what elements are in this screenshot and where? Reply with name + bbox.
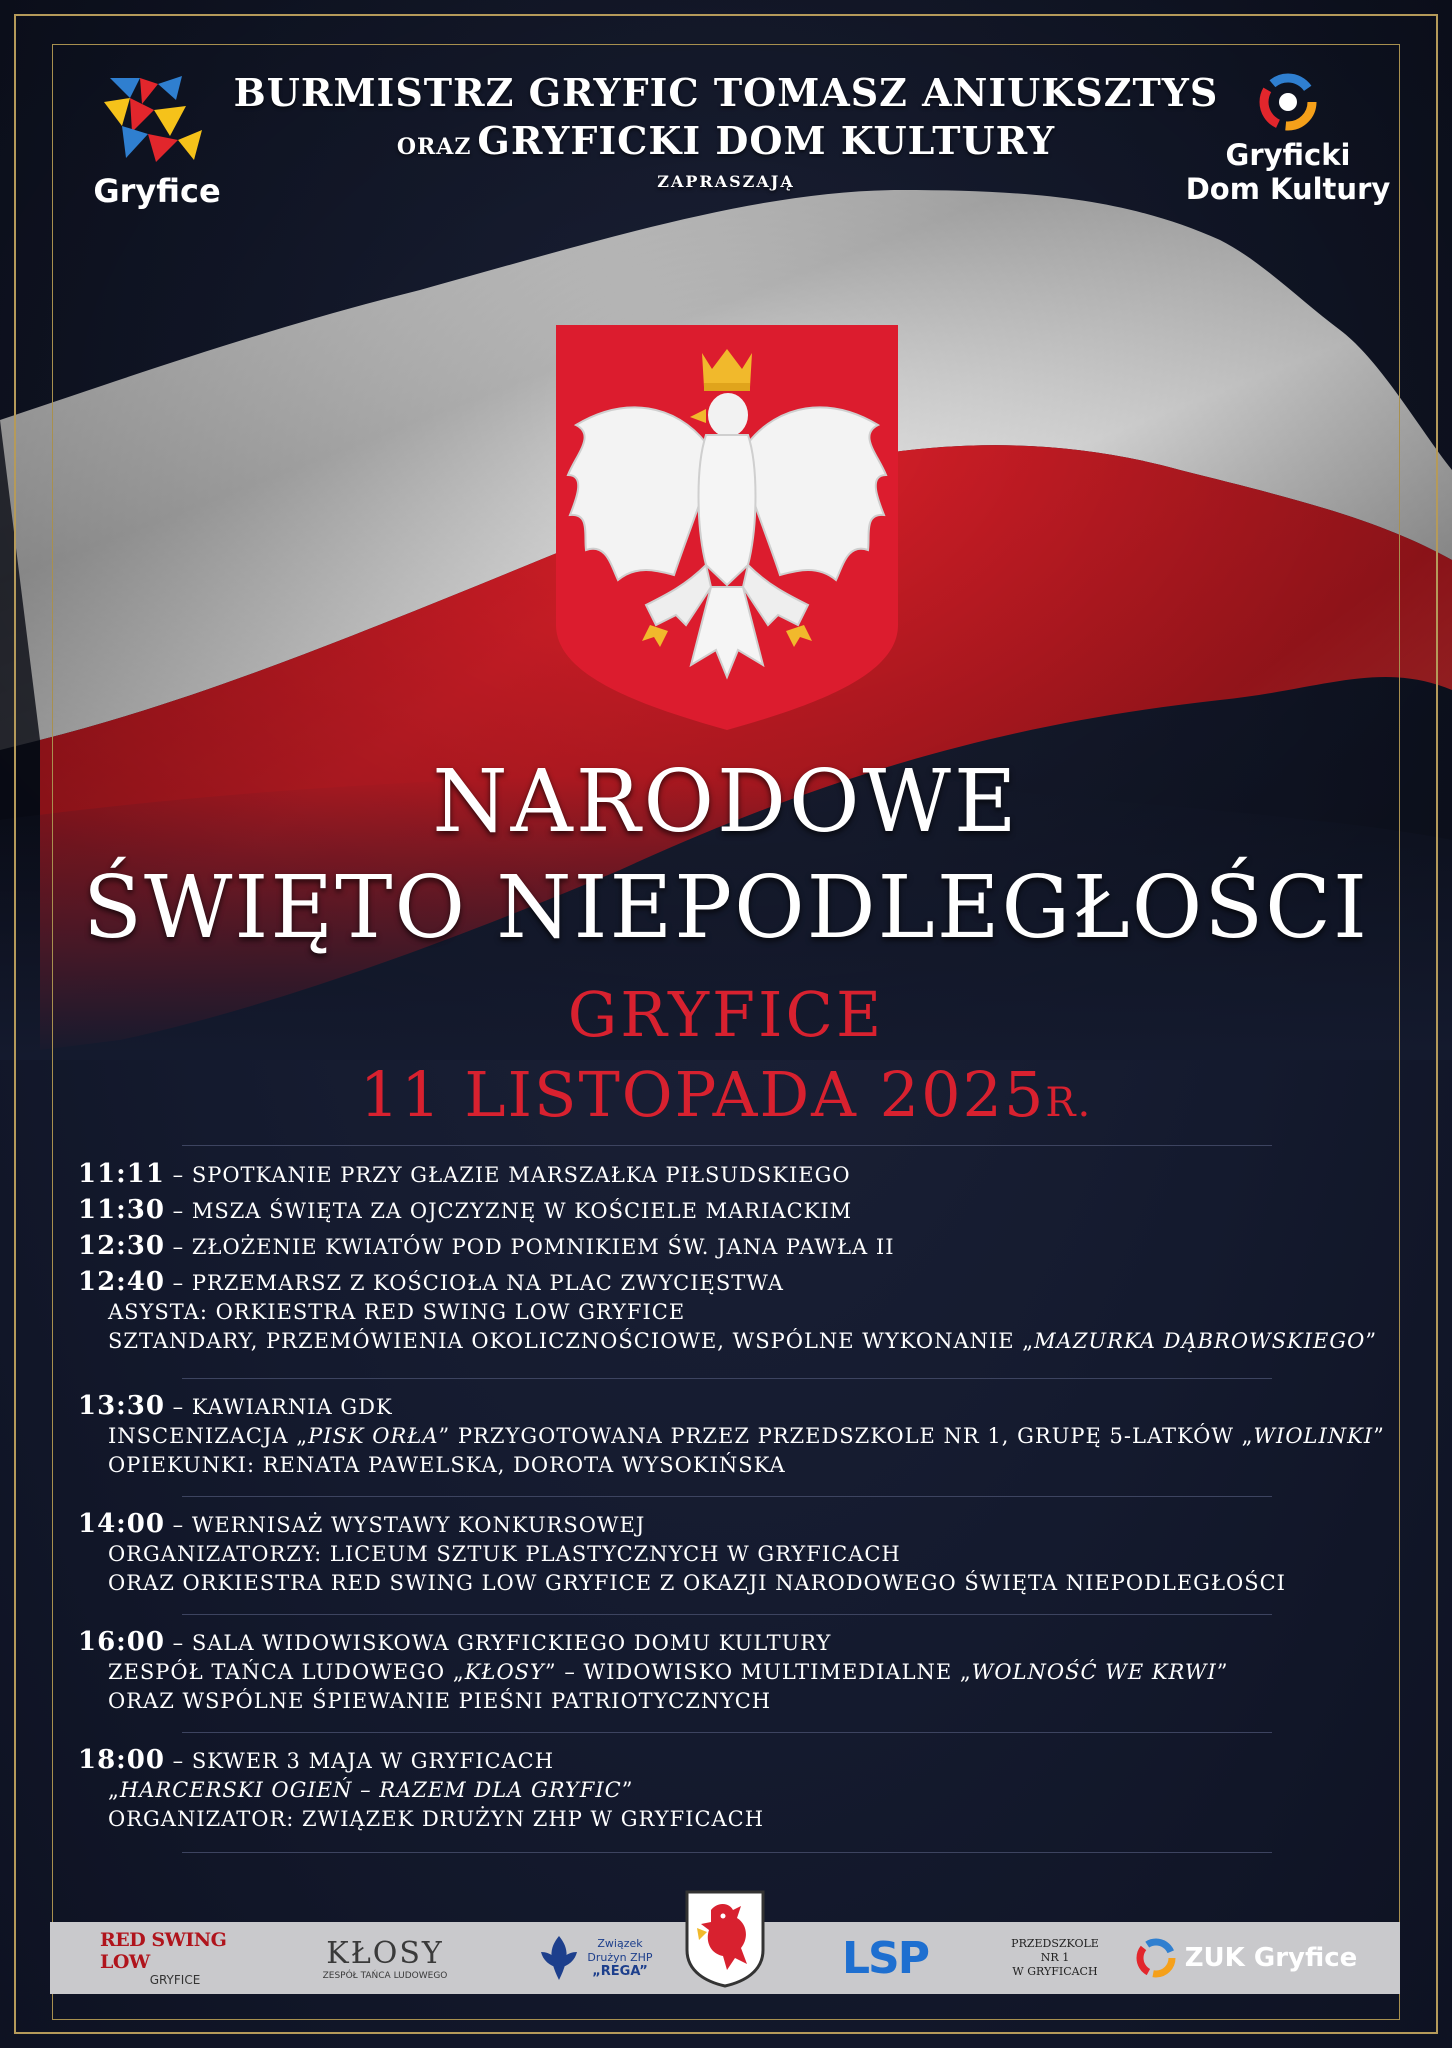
separator bbox=[182, 1614, 1272, 1615]
event-detail: ASYSTA: ORKIESTRA RED SWING LOW GRYFICE bbox=[108, 1300, 686, 1324]
white-eagle-emblem-icon bbox=[556, 325, 898, 730]
sponsor-lsp bbox=[820, 1922, 950, 1994]
gryfice-logo-text: Gryfice bbox=[93, 172, 221, 210]
event-detail bbox=[78, 1658, 1378, 1687]
sponsor-klosy bbox=[300, 1922, 470, 1994]
separator bbox=[182, 1378, 1272, 1379]
event-detail-part: INSCENIZACJA „ bbox=[108, 1424, 309, 1448]
przedszkole-line1: PRZEDSZKOLE bbox=[1011, 1937, 1099, 1950]
zhp-rega-text bbox=[587, 1937, 652, 1979]
schedule-item-1230 bbox=[78, 1232, 1378, 1262]
event-time: 12:40 bbox=[78, 1267, 165, 1297]
event-time: 11:11 bbox=[78, 1159, 165, 1189]
event-detail-part: „ bbox=[108, 1778, 120, 1802]
event-text: – SKWER 3 MAJA W GRYFICACH bbox=[164, 1749, 555, 1773]
sponsor-red-swing-low-city: GRYFICE bbox=[149, 1973, 201, 1987]
event-text: – SALA WIDOWISKOWA GRYFICKIEGO DOMU KULTURY bbox=[164, 1631, 832, 1655]
gdk-logo-line2: Dom Kultury bbox=[1185, 172, 1391, 206]
event-text: – PRZEMARSZ Z KOŚCIOŁA NA PLAC ZWYCIĘSTWA bbox=[164, 1271, 784, 1295]
event-detail: ORAZ WSPÓLNE ŚPIEWANIE PIEŚNI PATRIOTYCZNYCH bbox=[108, 1689, 772, 1713]
zhp-line3: „REGA” bbox=[592, 1964, 648, 1979]
event-time: 11:30 bbox=[78, 1195, 165, 1225]
event-time: 14:00 bbox=[78, 1509, 165, 1539]
event-detail: ORGANIZATOR: ZWIĄZEK DRUŻYN ZHP W GRYFICACH bbox=[108, 1807, 765, 1831]
event-detail bbox=[78, 1776, 1378, 1805]
event-text: – SPOTKANIE PRZY GŁAZIE MARSZAŁKA PIŁSUDSKIEGO bbox=[164, 1163, 851, 1187]
separator bbox=[182, 1145, 1272, 1146]
sponsor-red-swing-low-name: RED SWING LOW bbox=[100, 1929, 227, 1973]
zuk-ring-icon bbox=[1133, 1935, 1179, 1981]
event-detail bbox=[78, 1422, 1385, 1451]
schedule-item-1330 bbox=[78, 1391, 1385, 1480]
event-detail-italic: HARCERSKI OGIEŃ – RAZEM DLA GRYFIC bbox=[119, 1778, 622, 1802]
event-text: – MSZA ŚWIĘTA ZA OJCZYZNĘ W KOŚCIELE MARIACKIM bbox=[164, 1199, 853, 1223]
schedule-item-1800 bbox=[78, 1746, 1378, 1834]
schedule-item-1111 bbox=[78, 1160, 1378, 1190]
schedule-line bbox=[78, 1268, 1378, 1298]
schedule-item-1400 bbox=[78, 1510, 1378, 1598]
sponsor-zuk-gryfice bbox=[1130, 1922, 1360, 1994]
header-line3: ZAPRASZAJĄ bbox=[657, 172, 795, 191]
zuk-text: ZUK Gryfice bbox=[1184, 1943, 1358, 1973]
schedule-item-1130 bbox=[78, 1196, 1378, 1226]
schedule-line bbox=[78, 1232, 1378, 1262]
event-text: – KAWIARNIA GDK bbox=[164, 1395, 393, 1419]
header-line2 bbox=[0, 118, 1452, 163]
przedszkole-line2: NR 1 bbox=[1040, 1951, 1070, 1964]
event-detail-italic: MAZURKA DĄBROWSKIEGO bbox=[1034, 1329, 1366, 1353]
event-detail-part: ” bbox=[1216, 1660, 1229, 1684]
sponsor-red-swing-low bbox=[100, 1922, 250, 1994]
lsp-text: LSP bbox=[842, 1932, 928, 1984]
event-detail-italic: KŁOSY bbox=[464, 1660, 545, 1684]
event-time: 12:30 bbox=[78, 1231, 165, 1261]
schedule-item-1600 bbox=[78, 1628, 1378, 1716]
event-text: – WERNISAŻ WYSTAWY KONKURSOWEJ bbox=[164, 1513, 646, 1537]
event-detail: OPIEKUNKI: RENATA PAWELSKA, DOROTA WYSOKIŃSKA bbox=[108, 1453, 786, 1477]
event-detail-part: ” bbox=[1373, 1424, 1385, 1448]
title-date-text: 11 LISTOPADA 2025 bbox=[359, 1058, 1046, 1131]
schedule-line bbox=[78, 1392, 1378, 1422]
event-time: 13:30 bbox=[78, 1391, 165, 1421]
title-date bbox=[0, 1058, 1452, 1131]
schedule-line bbox=[78, 1160, 1378, 1190]
schedule-item-1240 bbox=[78, 1268, 1378, 1356]
event-detail bbox=[78, 1327, 1378, 1356]
sponsor-przedszkole bbox=[980, 1922, 1130, 1994]
schedule-line bbox=[78, 1746, 1378, 1776]
event-time: 16:00 bbox=[78, 1627, 165, 1657]
title-date-suffix: R. bbox=[1045, 1080, 1093, 1126]
separator bbox=[182, 1732, 1272, 1733]
title-line2: ŚWIĘTO NIEPODLEGŁOŚCI bbox=[83, 858, 1369, 958]
header-line2-oraz: ORAZ bbox=[396, 134, 472, 160]
event-detail-part: ” bbox=[1365, 1329, 1378, 1353]
event-detail-part: ” PRZYGOTOWANA PRZEZ PRZEDSZKOLE NR 1, GRUPĘ 5-LATKÓW „ bbox=[438, 1424, 1254, 1448]
event-detail: ORGANIZATORZY: LICEUM SZTUK PLASTYCZNYCH W GRYFICACH bbox=[108, 1542, 901, 1566]
event-text: – ZŁOŻENIE KWIATÓW POD POMNIKIEM ŚW. JANA PAWŁA II bbox=[164, 1235, 895, 1259]
schedule-line bbox=[78, 1510, 1378, 1540]
separator bbox=[182, 1852, 1272, 1853]
lsp-logo-text bbox=[842, 1933, 928, 1984]
event-time: 18:00 bbox=[78, 1745, 165, 1775]
event-detail-italic: WIOLINKI bbox=[1253, 1424, 1374, 1448]
event-detail-part: ZESPÓŁ TAŃCA LUDOWEGO „ bbox=[108, 1660, 465, 1684]
zhp-line2: Drużyn ZHP bbox=[587, 1951, 653, 1964]
gdk-logo-line1: Gryficki bbox=[1225, 138, 1351, 172]
sponsor-zhp-rega bbox=[510, 1922, 680, 1994]
event-detail-italic: WOLNOŚĆ WE KRWI bbox=[971, 1660, 1217, 1684]
event-detail-part: ” bbox=[621, 1778, 634, 1802]
zhp-lily-icon bbox=[537, 1934, 581, 1982]
przedszkole-line3: W GRYFICACH bbox=[1012, 1965, 1098, 1978]
schedule-line bbox=[78, 1628, 1378, 1658]
event-detail-part: ” – WIDOWISKO MULTIMEDIALNE „ bbox=[544, 1660, 972, 1684]
header-line1: BURMISTRZ GRYFIC TOMASZ ANIUKSZTYS bbox=[233, 70, 1219, 115]
event-detail-part: SZTANDARY, PRZEMÓWIENIA OKOLICZNOŚCIOWE, WSPÓLNE WYKONANIE „ bbox=[108, 1329, 1035, 1353]
title-line1: NARODOWE bbox=[432, 752, 1020, 852]
separator bbox=[182, 1496, 1272, 1497]
gryfice-griffin-crest-icon bbox=[683, 1888, 767, 1988]
header-line2-text: GRYFICKI DOM KULTURY bbox=[477, 118, 1056, 163]
event-detail: ORAZ ORKIESTRA RED SWING LOW GRYFICE Z OKAZJI NARODOWEGO ŚWIĘTA NIEPODLEGŁOŚCI bbox=[108, 1571, 1286, 1595]
zhp-line1: Związek bbox=[597, 1937, 643, 1950]
title-city: GRYFICE bbox=[567, 978, 885, 1051]
sponsor-klosy-sub: ZESPÓŁ TAŃCA LUDOWEGO bbox=[322, 1970, 448, 1981]
event-detail-italic: PISK ORŁA bbox=[308, 1424, 439, 1448]
sponsor-klosy-name: KŁOSY bbox=[326, 1935, 444, 1971]
schedule-line bbox=[78, 1196, 1378, 1226]
